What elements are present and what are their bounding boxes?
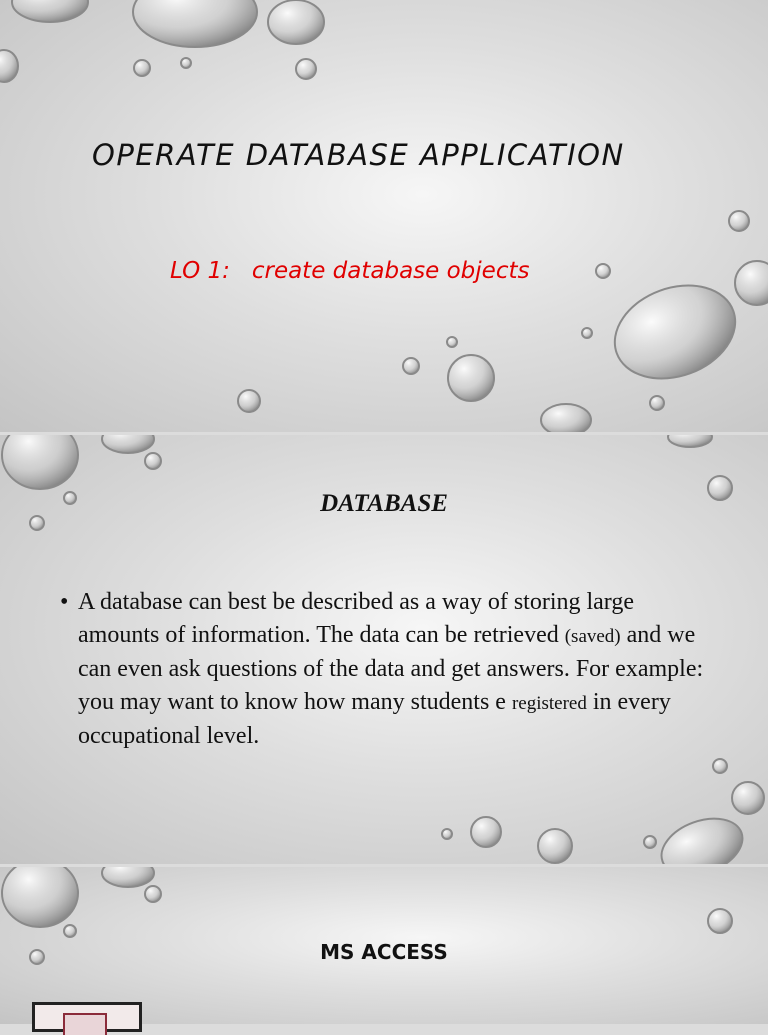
water-drop-icon	[30, 516, 44, 530]
water-drop-icon	[2, 435, 78, 489]
water-drop-icon	[0, 50, 18, 82]
water-drop-icon	[713, 759, 727, 773]
slide-2-bullet	[60, 586, 720, 753]
water-drop-icon	[442, 829, 452, 839]
water-drop-icon	[447, 337, 457, 347]
water-drop-icon	[650, 396, 664, 410]
slide-1-title: OPERATE DATABASE APPLICATION	[92, 138, 625, 172]
water-drops-decoration	[0, 0, 768, 432]
water-drop-icon	[654, 808, 751, 864]
water-drop-icon	[102, 435, 154, 453]
ms-access-icon	[63, 1013, 107, 1035]
ms-access-thumbnail	[32, 1002, 142, 1032]
water-drop-icon	[64, 925, 76, 937]
water-drop-icon	[145, 453, 161, 469]
water-drop-icon	[582, 328, 592, 338]
water-drop-icon	[12, 0, 88, 22]
slide-2-title: DATABASE	[320, 490, 448, 517]
water-drop-icon	[541, 404, 591, 432]
water-drop-icon	[448, 355, 494, 401]
water-drop-icon	[538, 829, 572, 863]
water-drop-icon	[708, 909, 732, 933]
water-drop-icon	[102, 867, 154, 887]
water-drop-icon	[2, 867, 78, 927]
water-drop-icon	[735, 261, 768, 305]
water-drop-icon	[732, 782, 764, 814]
water-drop-icon	[602, 269, 749, 394]
water-drop-icon	[729, 211, 749, 231]
water-drop-icon	[296, 59, 316, 79]
water-drop-icon	[133, 0, 257, 47]
slide-1	[0, 0, 768, 432]
water-drop-icon	[471, 817, 501, 847]
water-drop-icon	[403, 358, 419, 374]
bullet-text: A database can best be described as a way of storing large amounts of information. The data can be retrieved (saved) and we can even ask questions of the data and get answers. For example: you may want to know how many students e registered in every occupational level.	[78, 589, 704, 749]
water-drop-icon	[238, 390, 260, 412]
water-drop-icon	[145, 886, 161, 902]
water-drop-icon	[134, 60, 150, 76]
bullet-marker: •	[60, 589, 69, 615]
water-drop-icon	[268, 0, 324, 44]
slide-3-title: MS ACCESS	[320, 940, 448, 964]
water-drop-icon	[668, 435, 712, 447]
water-drop-icon	[181, 58, 191, 68]
water-drop-icon	[644, 836, 656, 848]
slide-1-subtitle: LO 1: create database objects	[170, 258, 530, 284]
